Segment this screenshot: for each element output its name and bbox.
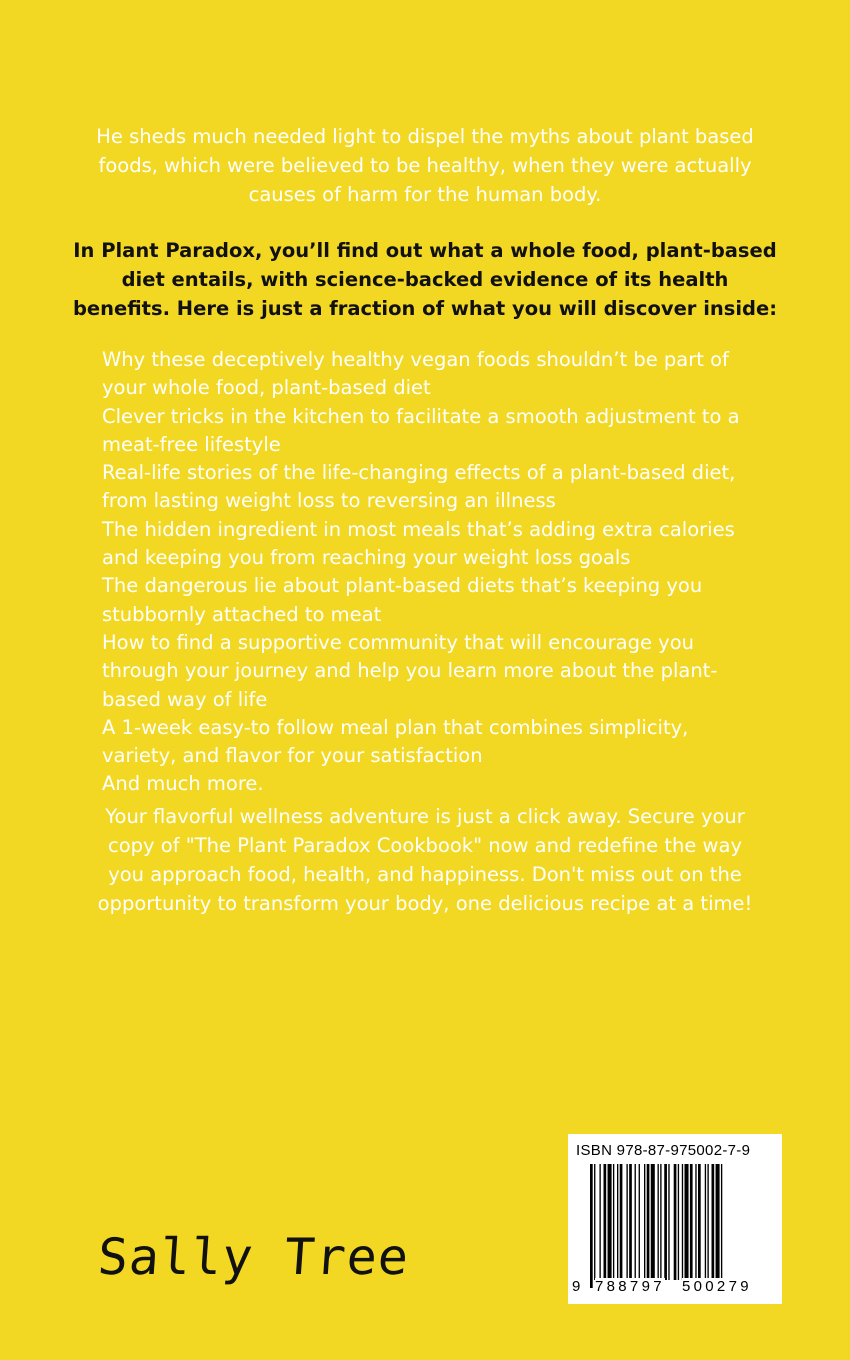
- benefit-list: [102, 346, 762, 799]
- barcode-bar: [685, 1164, 689, 1280]
- barcode-bar: [626, 1164, 627, 1280]
- barcode-bar: [695, 1164, 696, 1280]
- call-to-action-paragraph: Your flavorful wellness adventure is just a click away. Secure your copy of "The Plant Paradox Cookbook" now and redefine the way you approach food, health, and happiness. Don't miss out on the opportunity to transform your body, one delicious recipe at a time!: [97, 805, 753, 915]
- barcode-left-group: 788797: [595, 1278, 665, 1295]
- barcode-bar: [647, 1164, 650, 1280]
- barcode-bar: [712, 1164, 715, 1280]
- isbn-barcode: [568, 1134, 782, 1304]
- barcode-bar: [620, 1164, 623, 1280]
- barcode-bar: [660, 1164, 661, 1280]
- barcode-bar: [674, 1164, 677, 1280]
- barcode-bar: [658, 1164, 659, 1288]
- barcode-bar: [639, 1164, 640, 1280]
- barcode-bar: [668, 1164, 669, 1280]
- list-item: And much more.: [102, 772, 264, 796]
- intro-paragraph: He sheds much needed light to dispel the myths about plant based foods, which were believed to be healthy, when they were actually causes of harm for the human body.: [96, 125, 754, 206]
- list-item: The hidden ingredient in most meals that’s adding extra calories and keeping you from reaching your weight loss goals: [102, 517, 735, 570]
- barcode-bar: [617, 1164, 618, 1280]
- barcode-bar: [590, 1164, 593, 1288]
- barcode-bar: [599, 1164, 600, 1280]
- barcode-bar: [705, 1164, 706, 1280]
- list-item: Clever tricks in the kitchen to facilitate a smooth adjustment to a meat-free lifestyle: [102, 404, 740, 456]
- barcode-bar: [716, 1164, 720, 1280]
- barcode-bar: [651, 1164, 655, 1280]
- barcode-bar: [635, 1164, 636, 1280]
- isbn-label: ISBN 978-87-975002-7-9: [576, 1142, 751, 1159]
- barcode-bar: [678, 1164, 679, 1280]
- barcode-bar: [721, 1164, 722, 1288]
- barcode-bar: [608, 1164, 612, 1280]
- list-item: A 1-week easy-to follow meal plan that combines simplicity, variety, and flavor for your satisfaction: [102, 715, 689, 768]
- barcode-right-group: 500279: [682, 1278, 752, 1295]
- barcode-bar: [594, 1164, 595, 1280]
- barcode-bar: [707, 1164, 708, 1280]
- lead-paragraph: In Plant Paradox, you’ll find out what a whole food, plant-based diet entails, with science-backed evidence of its health benefits. Here is just a fraction of what you will discover inside:: [72, 239, 778, 320]
- barcode-bar: [629, 1164, 632, 1280]
- author-name: Sally Tree: [95, 1228, 412, 1286]
- barcode-digits: [568, 1278, 782, 1300]
- list-item: Real-life stories of the life-changing effects of a plant-based diet, from lasting weight loss to reversing an illness: [102, 461, 736, 513]
- list-item: How to find a supportive community that will encourage you through your journey and help you learn more about the plant-based way of life: [102, 630, 718, 711]
- barcode-bar: [664, 1164, 667, 1280]
- barcode-bar: [698, 1164, 701, 1280]
- barcode-first-digit: 9: [572, 1278, 581, 1295]
- barcode-bar: [604, 1164, 607, 1280]
- barcode-bar: [682, 1164, 683, 1280]
- barcode-bar: [644, 1164, 645, 1280]
- list-item: The dangerous lie about plant-based diets that’s keeping you stubbornly attached to meat: [102, 574, 703, 626]
- barcode-bar: [690, 1164, 693, 1280]
- barcode-bar: [613, 1164, 614, 1280]
- list-item: Why these deceptively healthy vegan foods shouldn’t be part of your whole food, plant-based diet: [102, 348, 729, 400]
